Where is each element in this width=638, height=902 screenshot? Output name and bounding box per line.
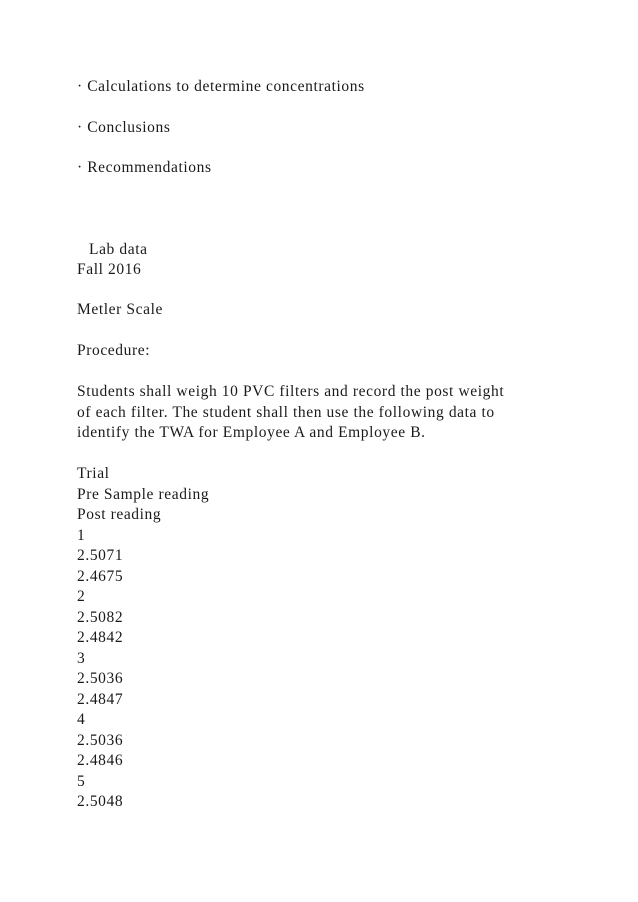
procedure-label: Procedure:: [77, 342, 151, 359]
procedure-line: identify the TWA for Employee A and Employee B.: [77, 424, 426, 441]
table-cell-trial: 1: [77, 527, 86, 544]
table-cell-trial: 2: [77, 588, 86, 605]
term-label: Fall 2016: [77, 261, 142, 278]
table-cell-trial: 5: [77, 773, 86, 790]
table-cell-post: 2.4842: [77, 629, 124, 646]
procedure-line: Students shall weigh 10 PVC filters and record the post weight: [77, 383, 505, 400]
table-cell-post: 2.4675: [77, 568, 124, 585]
table-header-pre-sample: Pre Sample reading: [77, 486, 210, 503]
table-header-trial: Trial: [77, 465, 110, 482]
procedure-line: of each filter. The student shall then use the following data to: [77, 404, 495, 421]
table-cell-pre: 2.5071: [77, 547, 124, 564]
lab-heading: Lab data: [89, 241, 148, 258]
table-cell-pre: 2.5048: [77, 793, 124, 810]
table-header-post-reading: Post reading: [77, 506, 162, 523]
bullet-conclusions: · Conclusions: [77, 119, 171, 136]
table-cell-pre: 2.5082: [77, 609, 124, 626]
table-cell-post: 2.4847: [77, 691, 124, 708]
table-cell-pre: 2.5036: [77, 670, 124, 687]
table-cell-post: 2.4846: [77, 752, 124, 769]
table-cell-trial: 4: [77, 711, 86, 728]
table-cell-pre: 2.5036: [77, 732, 124, 749]
scale-label: Metler Scale: [77, 301, 163, 318]
bullet-recommendations: · Recommendations: [77, 159, 212, 176]
table-cell-trial: 3: [77, 650, 86, 667]
bullet-calculations: · Calculations to determine concentrations: [77, 78, 365, 95]
